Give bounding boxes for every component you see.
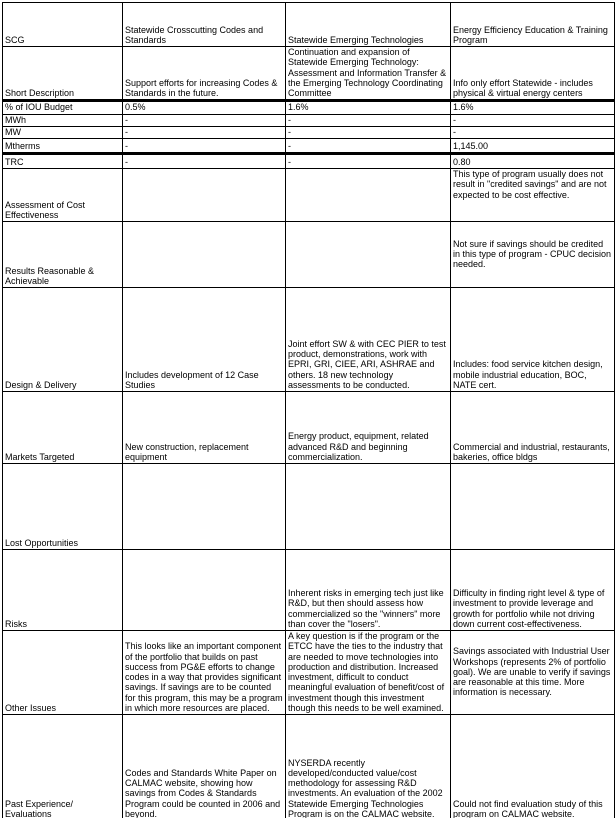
cell-other-emerging: A key question is if the program or the ETCC have the ties to the industry that are needed to move technologies into production and distribution. Increased investment, difficult to conduct meaningful evaluation of benefit/cost of investment though this investment though this needs to be well examined. — [286, 631, 451, 715]
cell-past-education: Could not find evaluation study of this program on CALMAC website. — [451, 715, 615, 818]
cell-lost-codes — [123, 464, 286, 550]
cell-mwh-emerging: - — [286, 114, 451, 126]
table-header-row — [3, 3, 615, 47]
cell-lost-emerging — [286, 464, 451, 550]
cell-risks-emerging: Inherent risks in emerging tech just like R&D, but then should assess how commercialized so the "winners" more than cover the "losers". — [286, 550, 451, 631]
cell-cost-effectiveness-emerging — [286, 169, 451, 222]
row-label: Risks — [3, 550, 123, 631]
cell-short-description-codes: Support efforts for increasing Codes & Standards in the future. — [123, 47, 286, 101]
table-row-cost-effectiveness — [3, 169, 615, 222]
cell-cost-effectiveness-education: This type of program usually does not result in "credited savings" and are not expected to be cost effective. — [451, 169, 615, 222]
row-label: MWh — [3, 114, 123, 126]
row-label: MW — [3, 126, 123, 138]
row-label: % of IOU Budget — [3, 101, 123, 114]
cell-past-codes: Codes and Standards White Paper on CALMAC website, showing how savings from Codes & Standards Program could be counted in 2006 and beyond. — [123, 715, 286, 818]
cell-cost-effectiveness-codes — [123, 169, 286, 222]
cell-design-emerging: Joint effort SW & with CEC PIER to test product, demonstrations, work with EPRI, GRI, CIEE, ARI, ASHRAE and others. 18 new technology assessments to be conducted. — [286, 288, 451, 392]
cell-short-description-emerging: Continuation and expansion of Statewide Emerging Technology: Assessment and Information Transfer & the Emerging Technology Coordinating Committee — [286, 47, 451, 101]
cell-mtherms-emerging: - — [286, 139, 451, 154]
row-label: Design & Delivery — [3, 288, 123, 392]
row-label: Assessment of Cost Effectiveness — [3, 169, 123, 222]
cell-results-codes — [123, 222, 286, 288]
column-header-education-training: Energy Efficiency Education & Training Program — [451, 3, 615, 47]
cell-design-codes: Includes development of 12 Case Studies — [123, 288, 286, 392]
cell-design-education: Includes: food service kitchen design, mobile industrial education, BOC, NATE cert. — [451, 288, 615, 392]
cell-mtherms-codes: - — [123, 139, 286, 154]
table-row-short-description — [3, 47, 615, 101]
cell-risks-codes — [123, 550, 286, 631]
table-row-risks — [3, 550, 615, 631]
row-label: Other Issues — [3, 631, 123, 715]
cell-mwh-education: - — [451, 114, 615, 126]
cell-mw-emerging: - — [286, 126, 451, 138]
cell-budget-education: 1.6% — [451, 101, 615, 114]
cell-budget-codes: 0.5% — [123, 101, 286, 114]
cell-trc-codes: - — [123, 154, 286, 169]
row-label: Past Experience/ Evaluations — [3, 715, 123, 818]
table-row-design-delivery — [3, 288, 615, 392]
column-header-emerging-technologies: Statewide Emerging Technologies — [286, 3, 451, 47]
table-row-mw — [3, 126, 615, 138]
cell-mw-codes: - — [123, 126, 286, 138]
cell-mw-education: - — [451, 126, 615, 138]
cell-risks-education: Difficulty in finding right level & type of investment to provide leverage and growth for portfolio while not driving down current cost-effectiveness. — [451, 550, 615, 631]
cell-trc-education: 0.80 — [451, 154, 615, 169]
cell-markets-education: Commercial and industrial, restaurants, bakeries, office bldgs — [451, 392, 615, 464]
cell-results-emerging — [286, 222, 451, 288]
table-row-iou-budget — [3, 101, 615, 114]
comparison-table — [2, 2, 615, 818]
row-label: Markets Targeted — [3, 392, 123, 464]
table-row-other-issues — [3, 631, 615, 715]
cell-trc-emerging: - — [286, 154, 451, 169]
document — [2, 2, 614, 818]
table-row-results-reasonable — [3, 222, 615, 288]
row-label: Results Reasonable & Achievable — [3, 222, 123, 288]
cell-markets-codes: New construction, replacement equipment — [123, 392, 286, 464]
row-label: Lost Opportunities — [3, 464, 123, 550]
cell-other-codes: This looks like an important component of the portfolio that builds on past success from PG&E efforts to change codes in a way that provides significant savings. If savings are to be counted for this program, this may be a program in which more resources are placed. — [123, 631, 286, 715]
cell-past-emerging: NYSERDA recently developed/conducted value/cost methodology for assessing R&D investments. An evaluation of the 2002 Statewide Emerging Technologies Program is on the CALMAC website. — [286, 715, 451, 818]
table-row-markets-targeted — [3, 392, 615, 464]
cell-markets-emerging: Energy product, equipment, related advanced R&D and beginning commercialization. — [286, 392, 451, 464]
cell-other-education: Savings associated with Industrial User Workshops (represents 2% of portfolio goal). We are unable to verify if savings are reasonable at this time. More information is necessary. — [451, 631, 615, 715]
corner-label: SCG — [3, 3, 123, 47]
table-row-mwh — [3, 114, 615, 126]
table-row-mtherms — [3, 139, 615, 154]
table-row-past-experience — [3, 715, 615, 818]
cell-short-description-education: Info only effort Statewide - includes physical & virtual energy centers — [451, 47, 615, 101]
row-label: Short Description — [3, 47, 123, 101]
cell-budget-emerging: 1.6% — [286, 101, 451, 114]
row-label: Mtherms — [3, 139, 123, 154]
table-row-trc — [3, 154, 615, 169]
cell-mwh-codes: - — [123, 114, 286, 126]
column-header-codes-standards: Statewide Crosscutting Codes and Standards — [123, 3, 286, 47]
cell-mtherms-education: 1,145.00 — [451, 139, 615, 154]
row-label: TRC — [3, 154, 123, 169]
cell-lost-education — [451, 464, 615, 550]
table-row-lost-opportunities — [3, 464, 615, 550]
cell-results-education: Not sure if savings should be credited in this type of program - CPUC decision needed. — [451, 222, 615, 288]
